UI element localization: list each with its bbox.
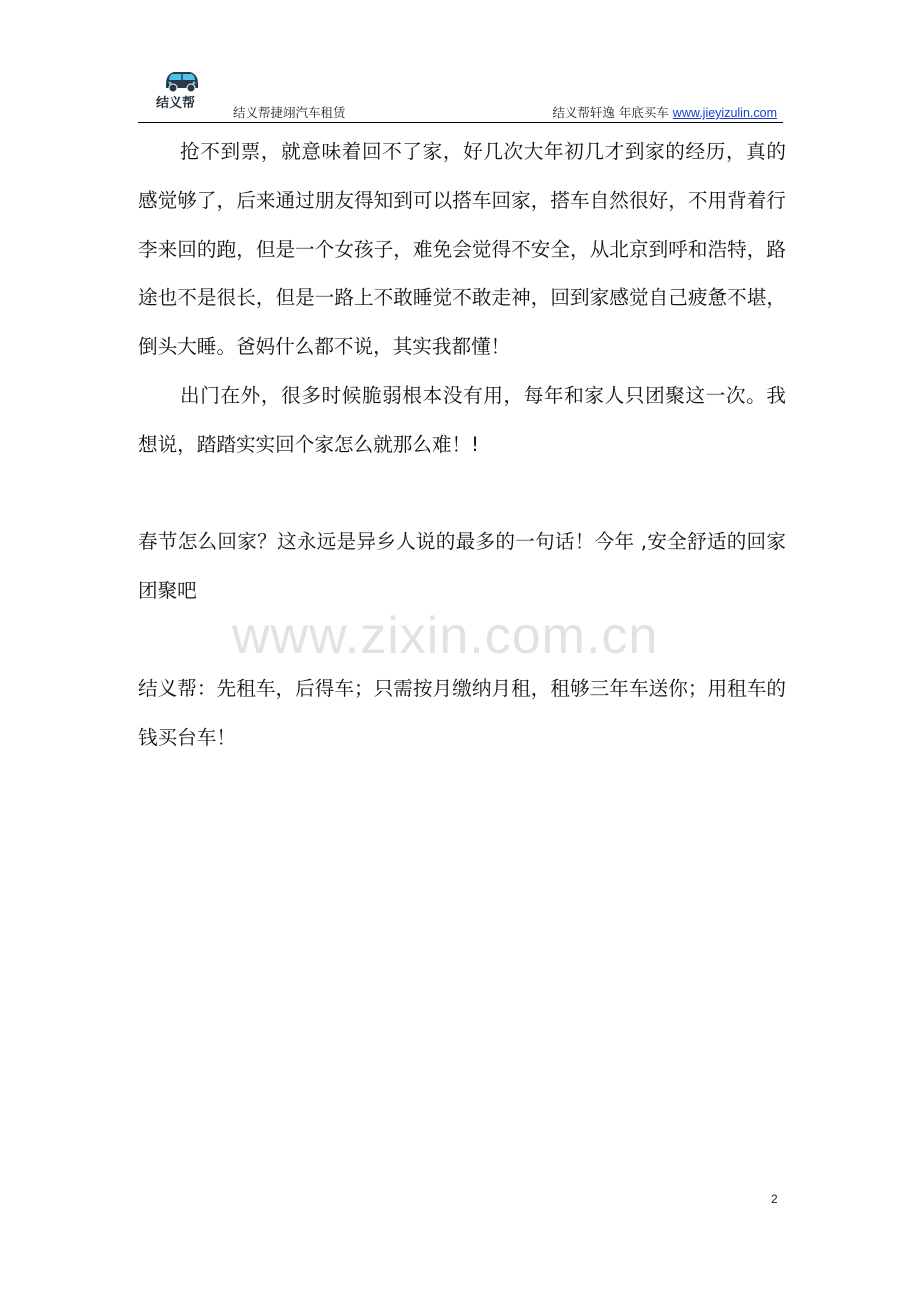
page-number: 2: [771, 1192, 778, 1206]
paragraph-3: 春节怎么回家？这永远是异乡人说的最多的一句话！今年 ,安全舒适的回家团聚吧: [138, 530, 786, 603]
document-body: [138, 128, 786, 762]
paragraph-spacer: [138, 470, 786, 519]
header-right-text: [552, 103, 777, 121]
header-slogan: 结义帮轩逸 年底买车: [552, 105, 673, 120]
website-link[interactable]: www.jieyizulin.com: [672, 106, 777, 120]
header-company-name: 结义帮捷翊汽车租赁: [233, 105, 346, 120]
logo-text: 结义帮: [156, 96, 196, 111]
paragraph-4: 结义帮：先租车，后得车；只需按月缴纳月租，租够三年车送你；用租车的钱买台车！: [138, 676, 786, 749]
watermark: www.zixin.com.cn: [232, 607, 659, 665]
paragraph-1: 抢不到票，就意味着回不了家，好几次大年初几才到家的经历，真的感觉够了，后来通过朋友得知到可以搭车回家，搭车自然很好，不用背着行李来回的跑，但是一个女孩子，难免会觉得不安全，从北京到呼和浩特，路途也不是很长，但是一路上不敢睡觉不敢走神，回到家感觉自己疲惫不堪，倒头大睡。爸妈什么都不说，其实我都懂！: [138, 140, 786, 359]
paragraph-2: 出门在外，很多时候脆弱根本没有用，每年和家人只团聚这一次。我想说，踏踏实实回个家怎么就那么难！!: [138, 383, 786, 456]
page-header: [138, 62, 783, 123]
